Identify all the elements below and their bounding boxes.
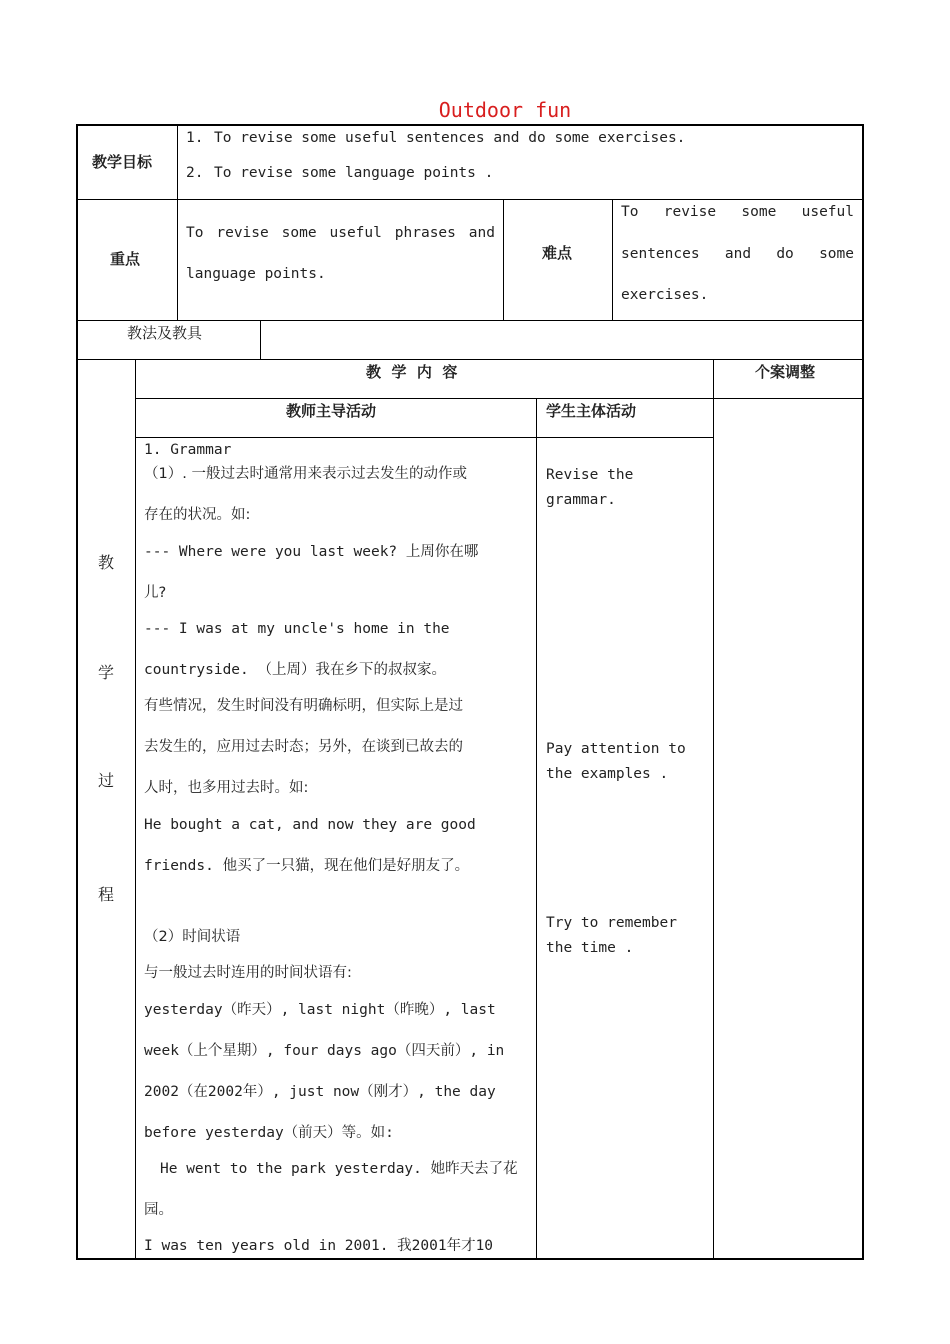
focus-text: language points. xyxy=(186,266,326,282)
teacher-line: （2）时间状语 xyxy=(144,929,241,945)
process-side-char: 过 xyxy=(98,771,115,790)
objectives-label: 教学目标 xyxy=(92,153,153,171)
teacher-line: --- Where were you last week? 上周你在哪 xyxy=(144,544,479,560)
adjust-header: 个案调整 xyxy=(755,363,816,381)
student-line: the time . xyxy=(546,940,634,956)
page-title: Outdoor fun xyxy=(438,98,572,122)
teacher-line: countryside. （上周）我在乡下的叔叔家。 xyxy=(144,662,446,678)
difficulty-text: exercises. xyxy=(621,287,709,303)
teacher-line: （1）. 一般过去时通常用来表示过去发生的动作或 xyxy=(144,466,467,482)
process-side-char: 教 xyxy=(98,553,115,572)
student-line: Revise the xyxy=(546,467,634,483)
teacher-line: 2002（在2002年）, just now（刚才）, the day xyxy=(144,1084,496,1100)
teacher-line: before yesterday（前天）等。如: xyxy=(144,1125,394,1141)
student-line: the examples . xyxy=(546,766,669,782)
objective-text: To revise some language points . xyxy=(214,165,494,181)
focus-label: 重点 xyxy=(110,250,141,268)
difficulty-text: To revise some useful xyxy=(621,204,854,220)
teacher-line: 园。 xyxy=(144,1202,173,1218)
teacher-line: 儿? xyxy=(144,585,167,601)
focus-text: To revise some useful phrases and xyxy=(186,225,495,241)
methods-label: 教法及教具 xyxy=(127,324,203,342)
teacher-line: He bought a cat, and now they are good xyxy=(144,817,476,833)
teacher-line: 1. Grammar xyxy=(144,442,232,458)
objective-number: 1. xyxy=(186,130,204,146)
teacher-line: 存在的状况。如: xyxy=(144,507,251,523)
teacher-line: 去发生的，应用过去时态；另外，在谈到已故去的 xyxy=(144,739,463,755)
teacher-line: yesterday（昨天）, last night（昨晚）, last xyxy=(144,1002,496,1018)
teacher-line: He went to the park yesterday. 她昨天去了花 xyxy=(160,1161,518,1177)
student-header: 学生主体活动 xyxy=(546,402,637,420)
teacher-header: 教师主导活动 xyxy=(286,402,377,420)
student-line: grammar. xyxy=(546,492,616,508)
teacher-line: 与一般过去时连用的时间状语有: xyxy=(144,965,352,981)
objective-number: 2. xyxy=(186,165,204,181)
difficulty-label: 难点 xyxy=(542,244,573,262)
process-side-char: 学 xyxy=(98,663,115,682)
content-header: 教 学 内 容 xyxy=(366,363,458,381)
teacher-line: friends. 他买了一只猫，现在他们是好朋友了。 xyxy=(144,858,470,874)
objective-text: To revise some useful sentences and do some exercises. xyxy=(214,130,686,146)
process-side-char: 程 xyxy=(98,885,115,904)
student-line: Try to remember xyxy=(546,915,677,931)
teacher-line: --- I was at my uncle's home in the xyxy=(144,621,450,637)
difficulty-text: sentences and do some xyxy=(621,246,854,262)
teacher-line: week（上个星期）, four days ago（四天前）, in xyxy=(144,1043,505,1059)
teacher-line: 人时，也多用过去时。如: xyxy=(144,780,309,796)
teacher-line: 有些情况，发生时间没有明确标明，但实际上是过 xyxy=(144,698,463,714)
teacher-line: I was ten years old in 2001. 我2001年才10 xyxy=(144,1238,494,1254)
student-line: Pay attention to xyxy=(546,741,686,757)
